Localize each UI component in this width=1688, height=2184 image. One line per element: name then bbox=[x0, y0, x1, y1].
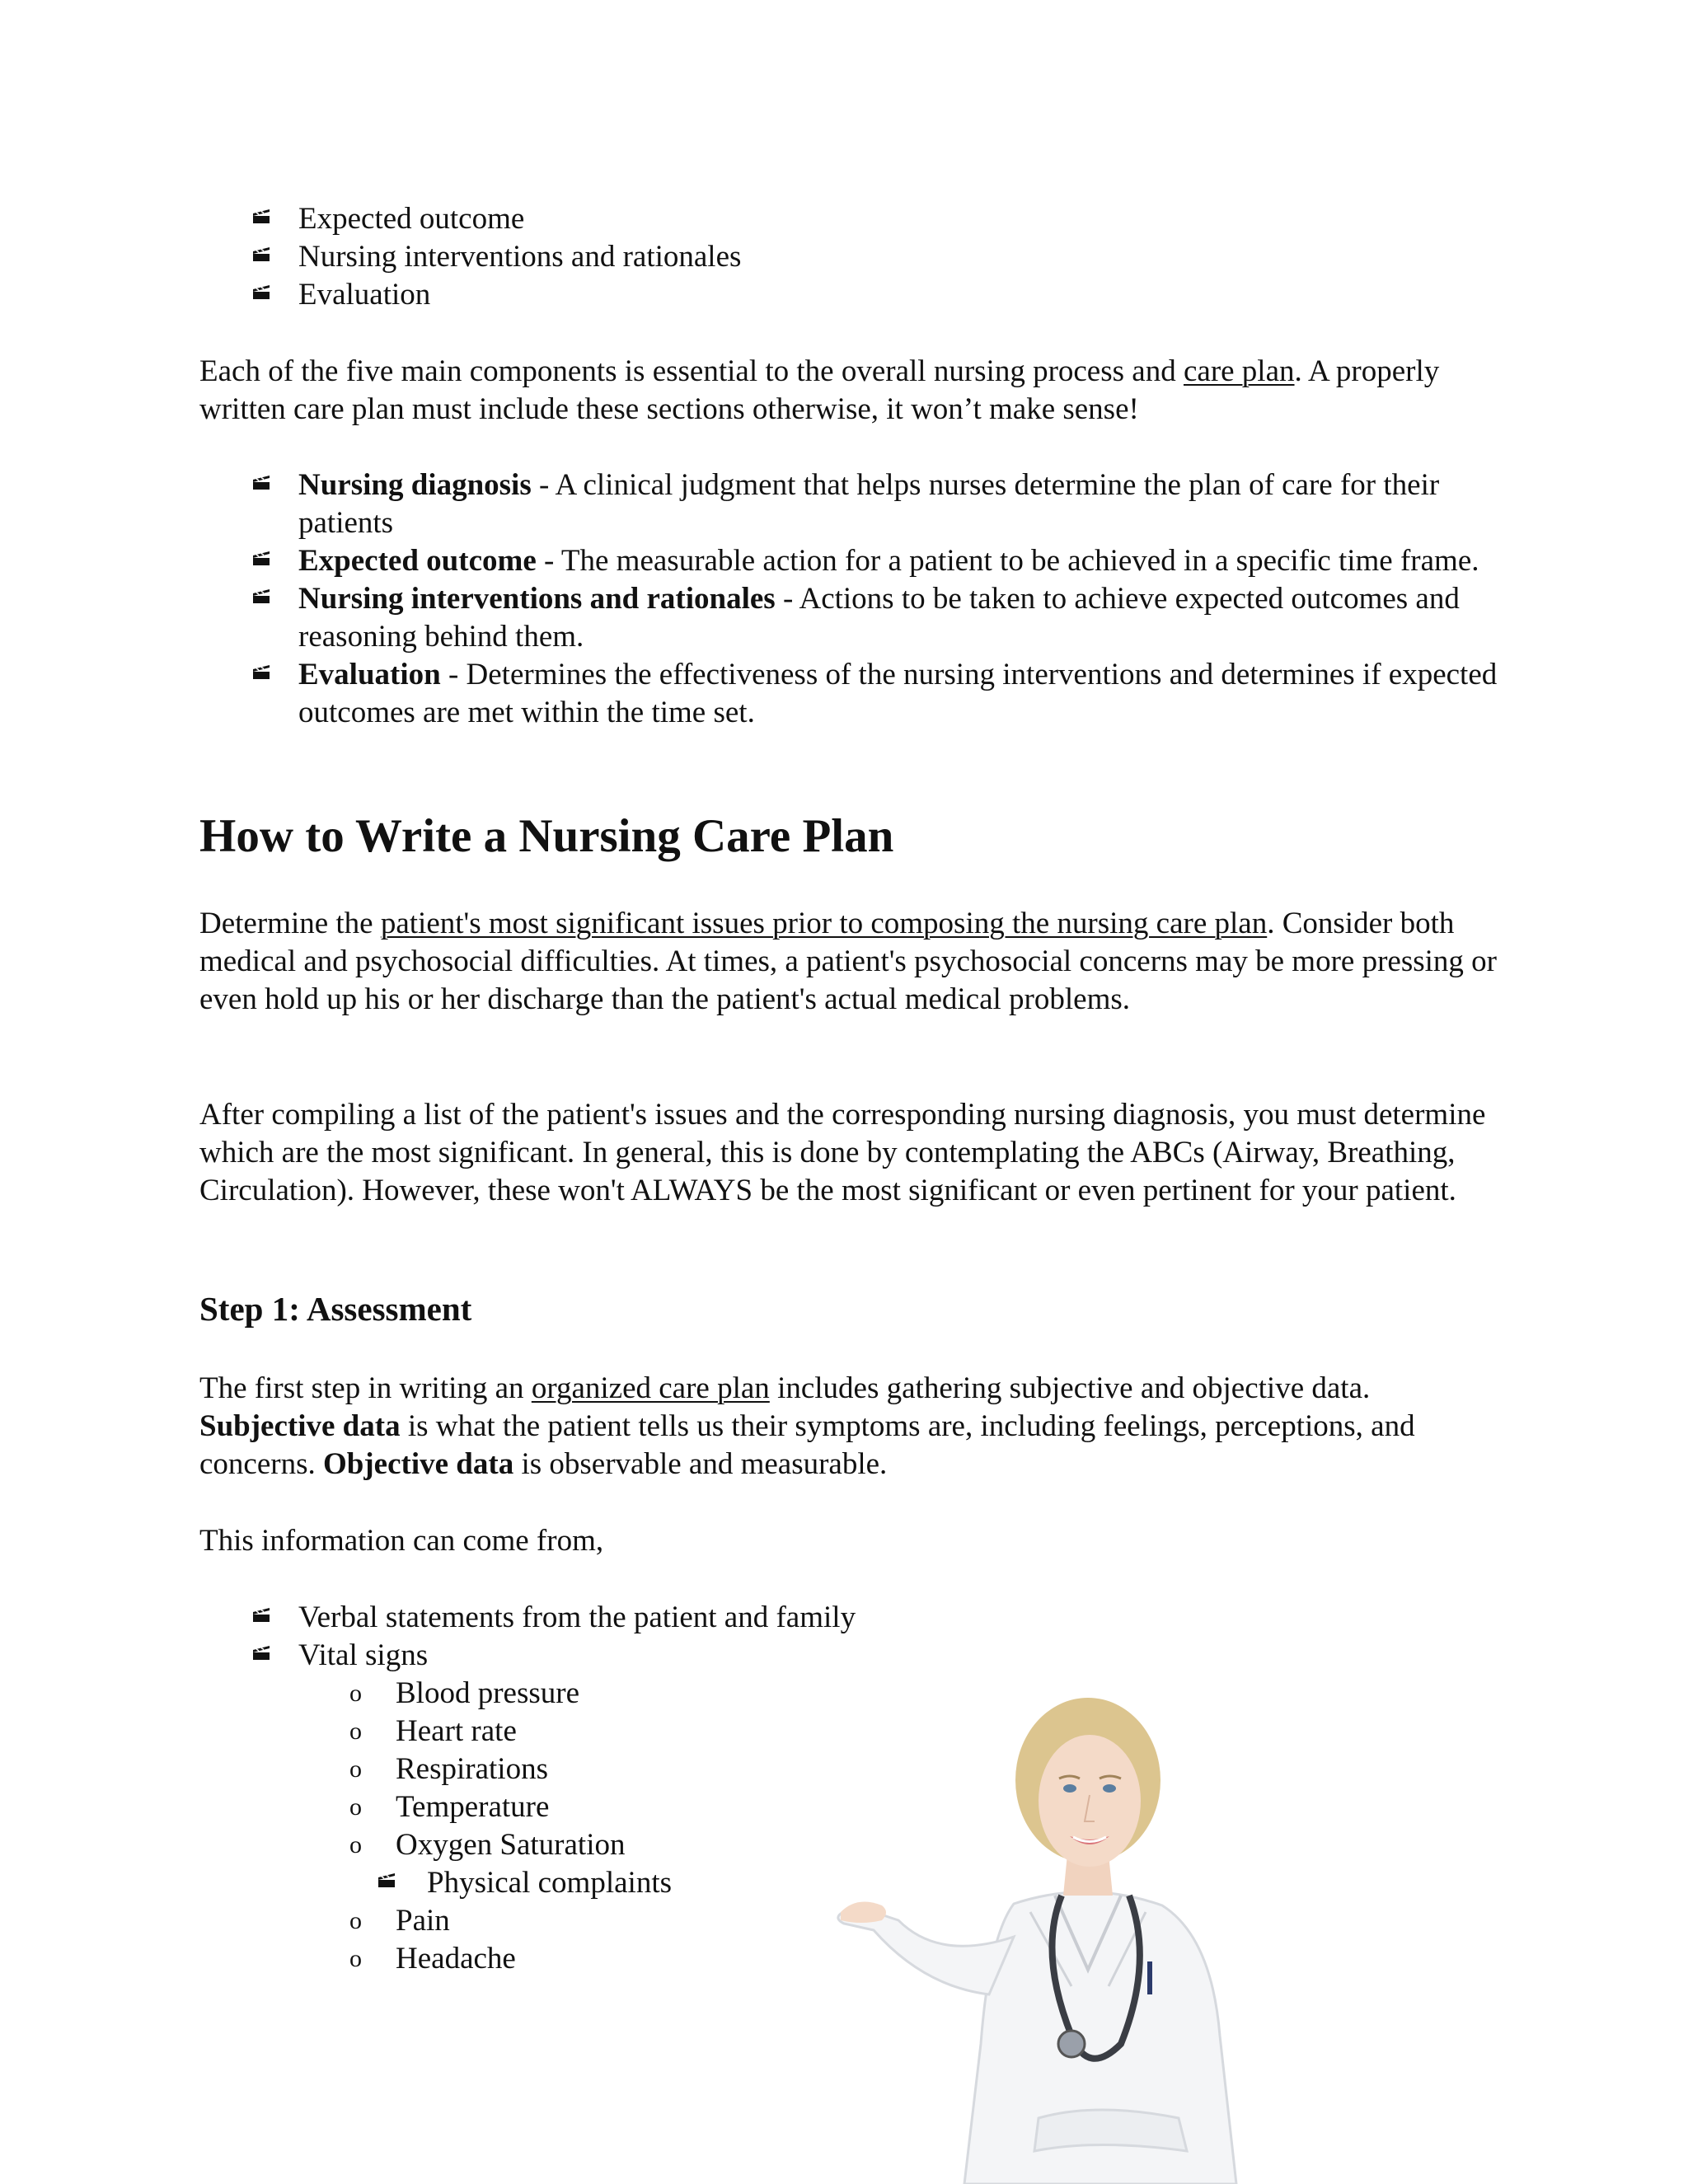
components-list bbox=[199, 200, 1502, 314]
list-item: o Pain bbox=[349, 1902, 516, 1940]
list-item: o Respirations bbox=[349, 1750, 625, 1788]
definitions-list bbox=[199, 466, 1502, 732]
significant-issues-paragraph: Determine the patient's most significant issues prior to composing the nursing care plan. Consider both medical and psychosocial difficulties. At times, a patient's psychosocial concerns may be more pressing or even hold up his or her discharge than the patient's actual medical problems. bbox=[199, 907, 1497, 1016]
vital-signs-list bbox=[349, 1675, 625, 1864]
clapper-bullet-icon bbox=[252, 206, 270, 224]
circle-bullet-icon: o bbox=[349, 1680, 362, 1707]
list-item: Verbal statements from the patient and family bbox=[199, 1599, 1502, 1637]
circle-bullet-icon: o bbox=[349, 1755, 362, 1783]
definition-item: Nursing interventions and rationales - Actions to be taken to achieve expected outcomes and reasoning behind them. bbox=[199, 580, 1502, 656]
circle-bullet-icon: o bbox=[349, 1718, 362, 1745]
step1-heading: Step 1: Assessment bbox=[199, 1290, 472, 1328]
clapper-bullet-icon bbox=[252, 472, 270, 490]
clapper-bullet-icon bbox=[252, 548, 270, 566]
page-heading: How to Write a Nursing Care Plan bbox=[199, 810, 894, 862]
assessment-paragraph: The first step in writing an organized care plan includes gathering subjective and objective data. Subjective data is what the patient tells us their symptoms are, including feelings, perceptions, and concerns. Objective data is observable and measurable. bbox=[199, 1371, 1415, 1481]
care-plan-link[interactable]: care plan bbox=[1183, 354, 1295, 388]
list-item: o Temperature bbox=[349, 1788, 625, 1826]
clapper-bullet-icon bbox=[252, 1643, 270, 1661]
definition-item: Expected outcome - The measurable action for a patient to be achieved in a specific time frame. bbox=[199, 542, 1502, 580]
list-item: Nursing interventions and rationales bbox=[199, 238, 1502, 276]
circle-bullet-icon: o bbox=[349, 1907, 362, 1934]
list-item: o Headache bbox=[349, 1940, 516, 1978]
list-item: o Blood pressure bbox=[349, 1675, 625, 1713]
abc-paragraph: After compiling a list of the patient's issues and the corresponding nursing diagnosis, you must determine which are the most significant. In general, this is done by contemplating the ABCs (Airway, Breathing, Circulation). However, these won't ALWAYS be the most significant or even pertinent for your patient. bbox=[199, 1098, 1486, 1207]
complaints-list bbox=[349, 1902, 516, 1978]
significant-issues-link[interactable]: patient's most significant issues prior to composing the nursing care plan bbox=[380, 907, 1268, 940]
sources-list bbox=[199, 1599, 1502, 1675]
list-item: o Oxygen Saturation bbox=[349, 1826, 625, 1864]
nurse-illustration bbox=[824, 1690, 1335, 2184]
list-item: Evaluation bbox=[199, 276, 1502, 314]
circle-bullet-icon: o bbox=[349, 1793, 362, 1821]
circle-bullet-icon: o bbox=[349, 1945, 362, 1972]
clapper-bullet-icon bbox=[252, 282, 270, 300]
definition-item: Nursing diagnosis - A clinical judgment that helps nurses determine the plan of care for their patients bbox=[199, 466, 1502, 542]
clapper-bullet-icon bbox=[252, 1605, 270, 1623]
list-item: Vital signs bbox=[199, 1637, 1502, 1675]
clapper-bullet-icon bbox=[377, 1870, 396, 1888]
info-source-text: This information can come from, bbox=[199, 1524, 604, 1558]
intro-paragraph: Each of the five main components is essential to the overall nursing process and care plan. A properly written care plan must include these sections otherwise, it won’t make sense! bbox=[199, 354, 1440, 426]
definition-item: Evaluation - Determines the effectiveness of the nursing interventions and determines if expected outcomes are met within the time set. bbox=[199, 656, 1502, 732]
list-item: Expected outcome bbox=[199, 200, 1502, 238]
clapper-bullet-icon bbox=[252, 586, 270, 604]
organized-care-plan-link[interactable]: organized care plan bbox=[531, 1371, 770, 1405]
clapper-bullet-icon bbox=[252, 244, 270, 262]
list-item: o Heart rate bbox=[349, 1713, 625, 1750]
clapper-bullet-icon bbox=[252, 662, 270, 680]
physical-complaints-item: Physical complaints bbox=[377, 1864, 672, 1902]
circle-bullet-icon: o bbox=[349, 1831, 362, 1858]
